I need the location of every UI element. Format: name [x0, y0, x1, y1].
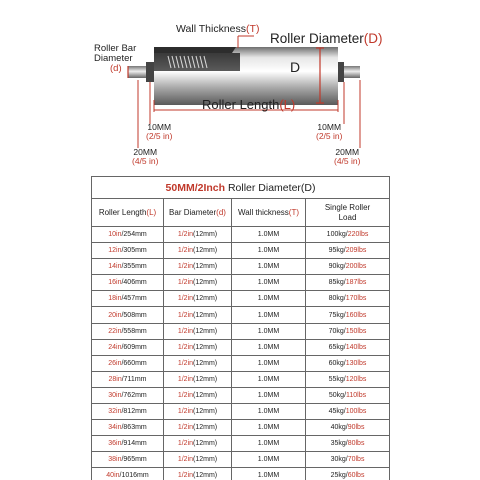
- table-row: [92, 243, 390, 259]
- table-title: 50MM/2Inch Roller Diameter(D): [92, 177, 390, 199]
- wall-thickness-label: Wall Thickness(T): [176, 23, 260, 35]
- cell-single-roller-load: 90kg/200lbs: [306, 259, 390, 275]
- cell-roller-length: 40in/1016mm: [92, 468, 164, 480]
- diameter-d-letter: D: [290, 59, 301, 75]
- cell-wall-thickness: 1.0MM: [232, 227, 306, 243]
- cell-wall-thickness: 1.0MM: [232, 420, 306, 436]
- cell-single-roller-load: 75kg/160lbs: [306, 307, 390, 323]
- table-row: [92, 468, 390, 480]
- cell-wall-thickness: 1.0MM: [232, 355, 306, 371]
- cell-single-roller-load: 100kg/220lbs: [306, 227, 390, 243]
- table-body: [92, 227, 390, 480]
- cell-roller-length: 38in/965mm: [92, 452, 164, 468]
- cell-single-roller-load: 55kg/120lbs: [306, 371, 390, 387]
- cell-single-roller-load: 50kg/110lbs: [306, 387, 390, 403]
- cell-wall-thickness: 1.0MM: [232, 259, 306, 275]
- table-title-row: [92, 177, 390, 199]
- cell-bar-diameter: 1/2in(12mm): [164, 323, 232, 339]
- cell-wall-thickness: 1.0MM: [232, 404, 306, 420]
- cell-single-roller-load: 65kg/140lbs: [306, 339, 390, 355]
- cell-single-roller-load: 85kg/187lbs: [306, 275, 390, 291]
- cell-bar-diameter: 1/2in(12mm): [164, 275, 232, 291]
- cell-single-roller-load: 70kg/150lbs: [306, 323, 390, 339]
- cell-wall-thickness: 1.0MM: [232, 468, 306, 480]
- cell-bar-diameter: 1/2in(12mm): [164, 387, 232, 403]
- cell-single-roller-load: 45kg/100lbs: [306, 404, 390, 420]
- cell-roller-length: 14in/355mm: [92, 259, 164, 275]
- cell-wall-thickness: 1.0MM: [232, 387, 306, 403]
- cell-single-roller-load: 40kg/90lbs: [306, 420, 390, 436]
- table-row: [92, 291, 390, 307]
- roller-length-label: Roller Length(L): [202, 97, 296, 112]
- cell-wall-thickness: 1.0MM: [232, 243, 306, 259]
- cell-bar-diameter: 1/2in(12mm): [164, 291, 232, 307]
- roller-diagram: [0, 0, 480, 178]
- table-row: [92, 404, 390, 420]
- header-roller-length: Roller Length(L): [92, 199, 164, 227]
- table-row: [92, 420, 390, 436]
- cell-single-roller-load: 95kg/209lbs: [306, 243, 390, 259]
- cell-wall-thickness: 1.0MM: [232, 371, 306, 387]
- cell-roller-length: 32in/812mm: [92, 404, 164, 420]
- cell-bar-diameter: 1/2in(12mm): [164, 227, 232, 243]
- cell-single-roller-load: 25kg/60lbs: [306, 468, 390, 480]
- table-row: [92, 275, 390, 291]
- roller-spec-table: [91, 176, 390, 480]
- table-row: [92, 227, 390, 243]
- table-row: [92, 355, 390, 371]
- table-row: [92, 307, 390, 323]
- cell-bar-diameter: 1/2in(12mm): [164, 404, 232, 420]
- table-row: [92, 259, 390, 275]
- cell-roller-length: 28in/711mm: [92, 371, 164, 387]
- cell-single-roller-load: 30kg/70lbs: [306, 452, 390, 468]
- table-row: [92, 387, 390, 403]
- cell-roller-length: 24in/609mm: [92, 339, 164, 355]
- cell-roller-length: 36in/914mm: [92, 436, 164, 452]
- left-20mm-label: 20MM (4/5 in): [132, 147, 159, 166]
- cell-wall-thickness: 1.0MM: [232, 291, 306, 307]
- left-10mm-label: 10MM (2/5 in): [146, 122, 173, 141]
- cell-roller-length: 30in/762mm: [92, 387, 164, 403]
- cell-roller-length: 12in/305mm: [92, 243, 164, 259]
- cell-wall-thickness: 1.0MM: [232, 275, 306, 291]
- cell-bar-diameter: 1/2in(12mm): [164, 307, 232, 323]
- cell-bar-diameter: 1/2in(12mm): [164, 452, 232, 468]
- cell-single-roller-load: 80kg/170lbs: [306, 291, 390, 307]
- header-wall-thickness: Wall thickness(T): [232, 199, 306, 227]
- cell-roller-length: 34in/863mm: [92, 420, 164, 436]
- cell-wall-thickness: 1.0MM: [232, 339, 306, 355]
- header-bar-diameter: Bar Diameter(d): [164, 199, 232, 227]
- cell-roller-length: 18in/457mm: [92, 291, 164, 307]
- cell-bar-diameter: 1/2in(12mm): [164, 468, 232, 480]
- table-row: [92, 371, 390, 387]
- cell-single-roller-load: 60kg/130lbs: [306, 355, 390, 371]
- table-row: [92, 339, 390, 355]
- roller-bar-diameter-label: Roller Bar Diameter (d): [94, 43, 137, 74]
- table-row: [92, 452, 390, 468]
- cell-bar-diameter: 1/2in(12mm): [164, 243, 232, 259]
- cell-single-roller-load: 35kg/80lbs: [306, 436, 390, 452]
- cell-bar-diameter: 1/2in(12mm): [164, 420, 232, 436]
- cell-roller-length: 20in/508mm: [92, 307, 164, 323]
- right-10mm-label: 10MM (2/5 in): [316, 122, 343, 141]
- cell-wall-thickness: 1.0MM: [232, 323, 306, 339]
- cell-bar-diameter: 1/2in(12mm): [164, 339, 232, 355]
- roller-diameter-label: Roller Diameter(D): [270, 31, 383, 46]
- table-row: [92, 436, 390, 452]
- cell-bar-diameter: 1/2in(12mm): [164, 355, 232, 371]
- cell-roller-length: 10in/254mm: [92, 227, 164, 243]
- right-20mm-label: 20MM (4/5 in): [334, 147, 361, 166]
- cell-wall-thickness: 1.0MM: [232, 452, 306, 468]
- table-header-row: [92, 199, 390, 227]
- cell-bar-diameter: 1/2in(12mm): [164, 371, 232, 387]
- cell-wall-thickness: 1.0MM: [232, 436, 306, 452]
- cell-roller-length: 22in/558mm: [92, 323, 164, 339]
- cell-bar-diameter: 1/2in(12mm): [164, 259, 232, 275]
- cell-roller-length: 16in/406mm: [92, 275, 164, 291]
- header-single-roller-load: Single Roller Load: [306, 199, 390, 227]
- cell-roller-length: 26in/660mm: [92, 355, 164, 371]
- cell-bar-diameter: 1/2in(12mm): [164, 436, 232, 452]
- cell-wall-thickness: 1.0MM: [232, 307, 306, 323]
- table-row: [92, 323, 390, 339]
